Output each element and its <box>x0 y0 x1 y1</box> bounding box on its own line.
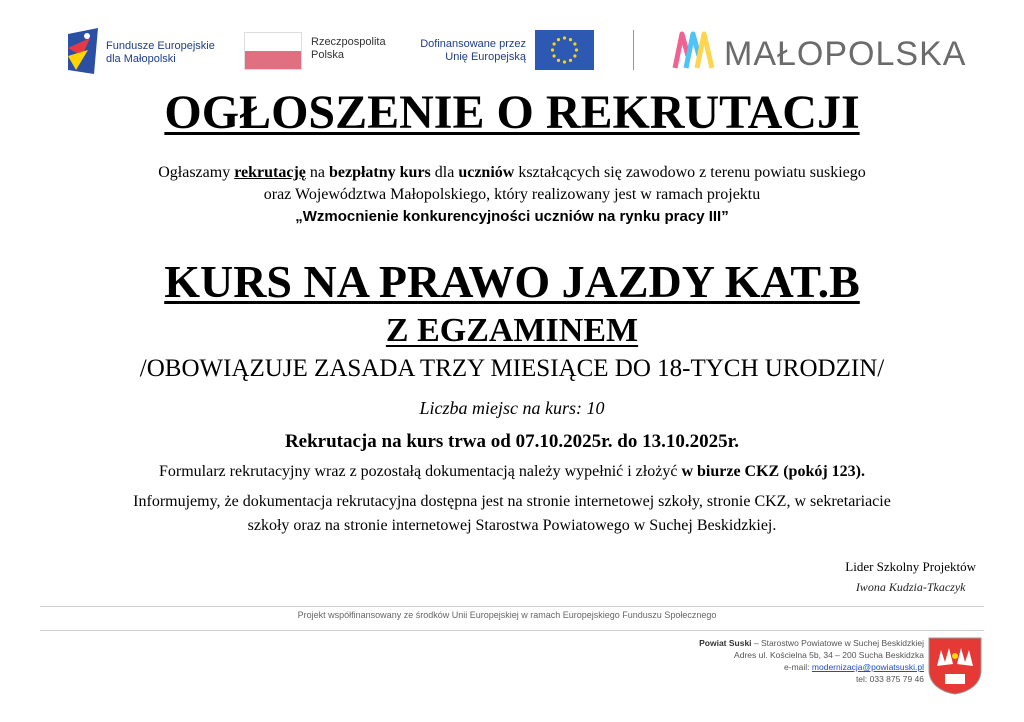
intro-part-5: dla <box>430 164 459 181</box>
contact-block <box>699 637 924 685</box>
polish-flag-icon <box>244 32 302 70</box>
course-title <box>0 254 1024 310</box>
places-count: Liczba miejsc na kurs: 10 <box>419 398 605 418</box>
intro-line-2: oraz Województwa Małopolskiego, który realizowany jest w ramach projektu <box>263 186 761 203</box>
intro-part-3: na <box>305 164 329 181</box>
contact-address: Adres ul. Kościelna 5b, 34 – 200 Sucha Beskidzka <box>734 650 924 660</box>
fundusze-europejskie-icon <box>68 26 98 76</box>
rp-line-2: Polska <box>311 49 345 61</box>
contact-phone: tel: 033 875 79 46 <box>855 674 924 684</box>
coat-of-arms-icon <box>925 636 985 696</box>
course-title-text: KURS NA PRAWO JAZDY KAT.B <box>164 256 860 307</box>
form-place: w biurze CKZ (pokój 123). <box>681 463 865 480</box>
intro-paragraph <box>0 162 1024 206</box>
malopolska-logo <box>672 28 972 74</box>
footer-divider-top <box>40 606 984 607</box>
contact-org-line <box>699 637 924 649</box>
eu-flag-icon <box>535 30 594 70</box>
contact-email-line <box>699 661 924 673</box>
malopolska-wordmark: MAŁOPOLSKA <box>724 35 967 73</box>
logo-bar <box>0 0 1024 90</box>
eu-cofinanced-text <box>412 38 526 64</box>
page-title <box>0 84 1024 142</box>
intro-free-course: bezpłatny kurs <box>328 164 431 181</box>
title-text: OGŁOSZENIE O REKRUTACJI <box>164 86 860 139</box>
malopolska-icon <box>672 30 716 70</box>
fundusze-europejskie-logo <box>68 26 228 76</box>
intro-line-1 <box>0 162 1024 184</box>
course-subtitle-text: Z EGZAMINEM <box>385 312 639 349</box>
age-rule: /OBOWIĄZUJE ZASADA TRZY MIESIĄCE DO 18-TYCH URODZIN/ <box>139 355 885 382</box>
info-paragraph <box>40 490 984 538</box>
project-name: „Wzmocnienie konkurencyjności uczniów na rynku pracy III” <box>295 208 729 225</box>
contact-email-link[interactable]: modernizacja@powiatsuski.pl <box>811 662 924 672</box>
contact-org-rest: – Starostwo Powiatowe w Suchej Beskidzkiej <box>751 638 924 648</box>
cofinance-note: Projekt współfinansowany ze środków Unii Europejskiej w ramach Europejskiego Funduszu Społecznego <box>297 610 717 620</box>
ue-line-1: Dofinansowane przez <box>420 38 526 50</box>
handwritten-signature: Iwona Kudzia-Tkaczyk <box>855 580 966 594</box>
intro-recruitment: rekrutację <box>234 164 306 181</box>
form-instructions <box>0 460 1024 484</box>
intro-students: uczniów <box>458 164 515 181</box>
rp-line-1: Rzeczpospolita <box>311 36 386 48</box>
signature-block <box>845 558 976 596</box>
rzeczpospolita-logo <box>244 32 404 72</box>
intro-part-7: kształcących się zawodowo z terenu powiatu suskiego <box>514 164 866 181</box>
ue-line-2: Unię Europejską <box>445 51 526 63</box>
logo-separator <box>633 30 634 70</box>
signature-role: Lider Szkolny Projektów <box>845 559 976 574</box>
footer-divider-bottom <box>40 630 984 631</box>
intro-part-1: Ogłaszamy <box>158 164 235 181</box>
fe-line-1: Fundusze Europejskie <box>106 40 215 52</box>
info-line-2: szkoły oraz na stronie internetowej Starostwa Powiatowego w Suchej Beskidzkiej. <box>247 517 777 534</box>
contact-org: Powiat Suski <box>699 638 752 648</box>
recruitment-period: Rekrutacja na kurs trwa od 07.10.2025r. do 13.10.2025r. <box>284 431 740 452</box>
fe-line-2: dla Małopolski <box>106 53 176 65</box>
course-subtitle <box>0 310 1024 352</box>
contact-email-label: e-mail: <box>784 662 812 672</box>
form-text: Formularz rekrutacyjny wraz z pozostałą dokumentacją należy wypełnić i złożyć <box>158 463 682 480</box>
info-line-1: Informujemy, że dokumentacja rekrutacyjna dostępna jest na stronie internetowej szkoły, stronie CKZ, w sekretariacie <box>133 493 891 510</box>
